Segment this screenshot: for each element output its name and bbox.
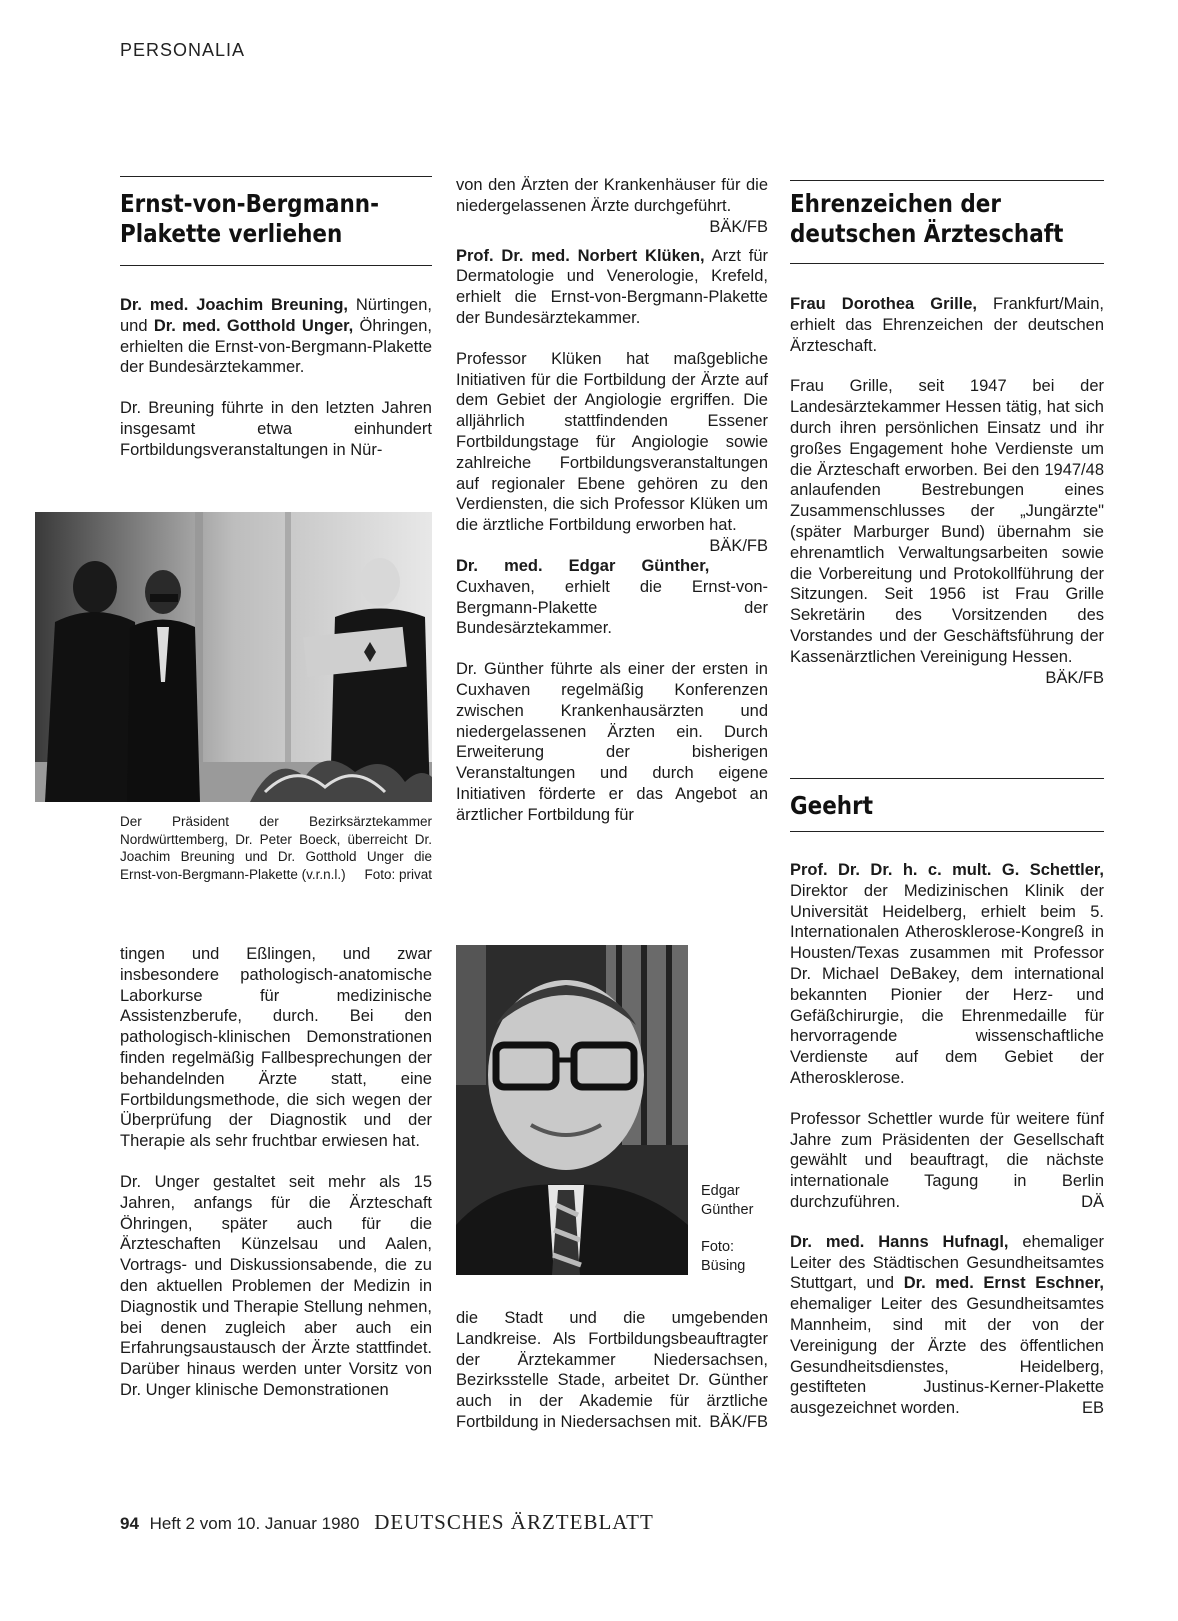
portrait-caption <box>701 1182 771 1276</box>
person-name: Dr. med. Gotthold Unger, <box>153 316 354 335</box>
person-name: Dr. med. Hanns Hufnagl, <box>790 1232 1009 1251</box>
paragraph-text: von den Ärzten der Krankenhäuser für die niedergelassenen Ärzte durchgeführt. <box>456 176 768 215</box>
paragraph: tingen und Eßlingen, und zwar insbesondere pathologisch-anatomische Laborkurse für medizinische Assistenzberufe, durch. Bei den pathologisch-klinischen Demonstrationen finden regelmäßig Fallbesprechungen der behandelnden Ärzte statt, eine Fortbildungsmethode, die sich wegen der Überprüfung der Diagnostik und der Therapie als sehr fruchtbar erwiesen hat. <box>120 945 432 1151</box>
heading-rule-top <box>790 778 1104 779</box>
person-name: Frau Dorothea Grille, <box>790 295 977 313</box>
author-signature: BÄK/FB <box>709 217 768 236</box>
heading-line: Ehrenzeichen der <box>790 189 1001 218</box>
column-2-continued <box>456 1308 768 1433</box>
paragraph-text: Professor Klüken hat maßgebliche Initiativen für die Fortbildung der Ärzte auf dem Gebiet der Angiologie ergriffen. Die alljährlich stattfindenden Essener Fortbildungstage für Angiologie sowie zahlreiche Fortbildungsveranstaltungen auf regionaler Ebene gehören zu den Verdiensten, die sich Professor Klüken um die ärztliche Fortbildung erworben hat. <box>456 349 768 535</box>
intro-text: Nürtingen, und <box>120 296 432 335</box>
column-3-section-2 <box>790 778 1104 1419</box>
photo-credit-line: Foto: <box>701 1239 735 1255</box>
person-name: Prof. Dr. Dr. h. c. mult. G. Schettler, <box>790 861 1104 879</box>
intro-text: Öhringen, erhielten die Ernst-von-Bergmann-Plakette der Bundesärztekammer. <box>120 316 432 377</box>
caption-text <box>120 813 432 883</box>
article-intro <box>790 294 1104 356</box>
column-2 <box>456 175 768 826</box>
photo-caption-1 <box>120 813 432 883</box>
paragraph <box>790 1109 1104 1213</box>
page-number: 94 <box>120 1514 139 1533</box>
column-1-continued <box>120 944 432 1401</box>
article-heading <box>790 189 1104 249</box>
section-heading: Geehrt <box>790 791 874 820</box>
column-3 <box>790 180 1104 688</box>
paragraph <box>790 376 1104 687</box>
paragraph <box>456 175 768 236</box>
portrait-photo-image <box>456 945 688 1275</box>
author-signature: BÄK/FB <box>709 1412 768 1431</box>
paragraph-text: Frau Grille, seit 1947 bei der Landesärztekammer Hessen tätig, hat sich durch ihren persönlichen Einsatz und ihr großes Engagement hohe Verdienste um die Ärzteschaft erworben. Bei den 1947/48 anlaufenden Bestrebungen eines Zusammenschlusses der „Jungärzte" (später Marburger Bund) übernahm sie ehrenamtlich Verwaltungsarbeiten sowie die Vorbereitung und Protokollführung der Sitzungen. Seit 1956 ist Frau Grille Sekretärin des Vorsitzenden des Vorstandes und der Geschäftsführung der Kassenärztlichen Vereinigung Hessen. <box>790 377 1104 666</box>
author-signature: DÄ <box>1081 1192 1104 1211</box>
intro-text: Arzt für Dermatologie und Venerologie, Krefeld, erhielt die Ernst-von-Bergmann-Plakette der Bundesärztekammer. <box>456 246 768 327</box>
article-intro <box>456 556 768 639</box>
issue-date: Heft 2 vom 10. Januar 1980 <box>149 1514 360 1533</box>
caption-body: Der Präsident der Bezirksärztekammer Nordwürttemberg, Dr. Peter Boeck, überreicht Dr. Joachim Breuning und Dr. Gotthold Unger die Ernst-von-Bergmann-Plakette (v.r.n.l.) <box>120 814 432 882</box>
portrait-photo <box>456 945 688 1275</box>
photo-credit-line: Büsing <box>701 1258 746 1274</box>
heading-rule-top <box>120 176 432 177</box>
intro-text: ehemaliger Leiter des Gesundheitsamtes Mannheim, sind mit der von der Vereinigung der Ärzte des öffentlichen Gesundheitsdienstes, Heidelberg, gestifteten Justinus-Kerner-Plakette ausgezeichnet worden. <box>790 1295 1104 1418</box>
intro-text: Cuxhaven, erhielt die Ernst-von-Bergmann-Plakette der Bundesärztekammer. <box>456 577 768 638</box>
author-signature: BÄK/FB <box>1045 668 1104 687</box>
ceremony-photo <box>35 512 432 802</box>
person-name: Dr. med. Joachim Breuning, <box>120 296 349 314</box>
intro-text: ehemaliger Leiter des Städtischen Gesundheitsamtes Stuttgart, und <box>790 1232 1104 1293</box>
column-1 <box>120 176 432 461</box>
paragraph-text: die Stadt und die umgebenden Landkreise. Als Fortbildungsbeauftragter der Ärztekammer Niedersachsen, Bezirksstelle Stade, arbeitet Dr. Günther auch in der Akademie für ärztliche Fortbildung in Niedersachsen mit. <box>456 1309 768 1431</box>
heading-rule-top <box>790 180 1104 181</box>
caption-name-line: Edgar <box>701 1183 740 1199</box>
person-name: Dr. med. Ernst Eschner, <box>903 1274 1104 1293</box>
intro-text: Frankfurt/Main, erhielt das Ehrenzeichen der deutschen Ärzteschaft. <box>790 295 1104 355</box>
magazine-title: DEUTSCHES ÄRZTEBLATT <box>374 1510 654 1534</box>
intro-text: Direktor der Medizinischen Klinik der Universität Heidelberg, erhielt beim 5. Internationalen Atherosklerose-Kongreß in Housten/Texas zusammen mit Professor Dr. Michael DeBakey, dem international bekannten Pionier der Herz- und Gefäßchirurgie, die Ehrenmedaille für hervorragende wissenschaftliche Verdienste auf dem Gebiet der Atherosklerose. <box>790 881 1104 1087</box>
article-intro <box>456 246 768 329</box>
article-intro <box>790 1232 1104 1419</box>
heading-line: Ernst-von-Bergmann- <box>120 189 380 218</box>
paragraph-text: Professor Schettler wurde für weitere fünf Jahre zum Präsidenten der Gesellschaft gewählt und beauftragt, die nächste internationale Tagung in Berlin durchzuführen. <box>790 1109 1104 1211</box>
article-heading <box>120 189 432 249</box>
paragraph <box>456 349 768 555</box>
heading-rule-bottom <box>790 831 1104 832</box>
heading-line: deutschen Ärzteschaft <box>790 219 1064 248</box>
ceremony-photo-image <box>35 512 432 802</box>
heading-rule-bottom <box>790 263 1104 264</box>
author-signature: EB <box>1081 1399 1104 1418</box>
heading-line: Plakette verliehen <box>120 219 343 248</box>
article-intro <box>790 860 1104 1089</box>
paragraph: Dr. Unger gestaltet seit mehr als 15 Jahren, anfangs für die Ärzteschaft Öhringen, später auch für die Ärzteschaften Künzelsau und Aalen, Vortrags- und Diskussionsabende, die zu den aktuellen Problemen der Medizin in Diagnostik und Therapie Stellung nehmen, bei denen zugleich aber auch ein Erfahrungsaustausch der Ärzte stattfindet. Darüber hinaus werden unter Vorsitz von Dr. Unger klinische Demonstrationen <box>120 1172 432 1399</box>
heading-rule-bottom <box>120 265 432 266</box>
page-footer <box>120 1510 654 1535</box>
person-name: Prof. Dr. med. Norbert Klüken, <box>456 246 705 265</box>
paragraph <box>456 1308 768 1433</box>
section-label: PERSONALIA <box>120 40 246 60</box>
person-name: Dr. med. Edgar Günther, <box>456 556 710 575</box>
paragraph: Dr. Breuning führte in den letzten Jahren insgesamt etwa einhundert Fortbildungsveranstaltungen in Nür- <box>120 399 432 459</box>
paragraph: Dr. Günther führte als einer der ersten in Cuxhaven regelmäßig Konferenzen zwischen Krankenhausärzten und niedergelassenen Ärzten ein. Durch Erweiterung der bisherigen Veranstaltungen und durch eigene Initiativen förderte er das Angebot an ärztlicher Fortbildung für <box>456 660 768 824</box>
article-intro <box>120 295 432 378</box>
caption-name-line: Günther <box>701 1202 754 1218</box>
photo-credit: Foto: privat <box>364 866 432 882</box>
author-signature: BÄK/FB <box>709 536 768 555</box>
